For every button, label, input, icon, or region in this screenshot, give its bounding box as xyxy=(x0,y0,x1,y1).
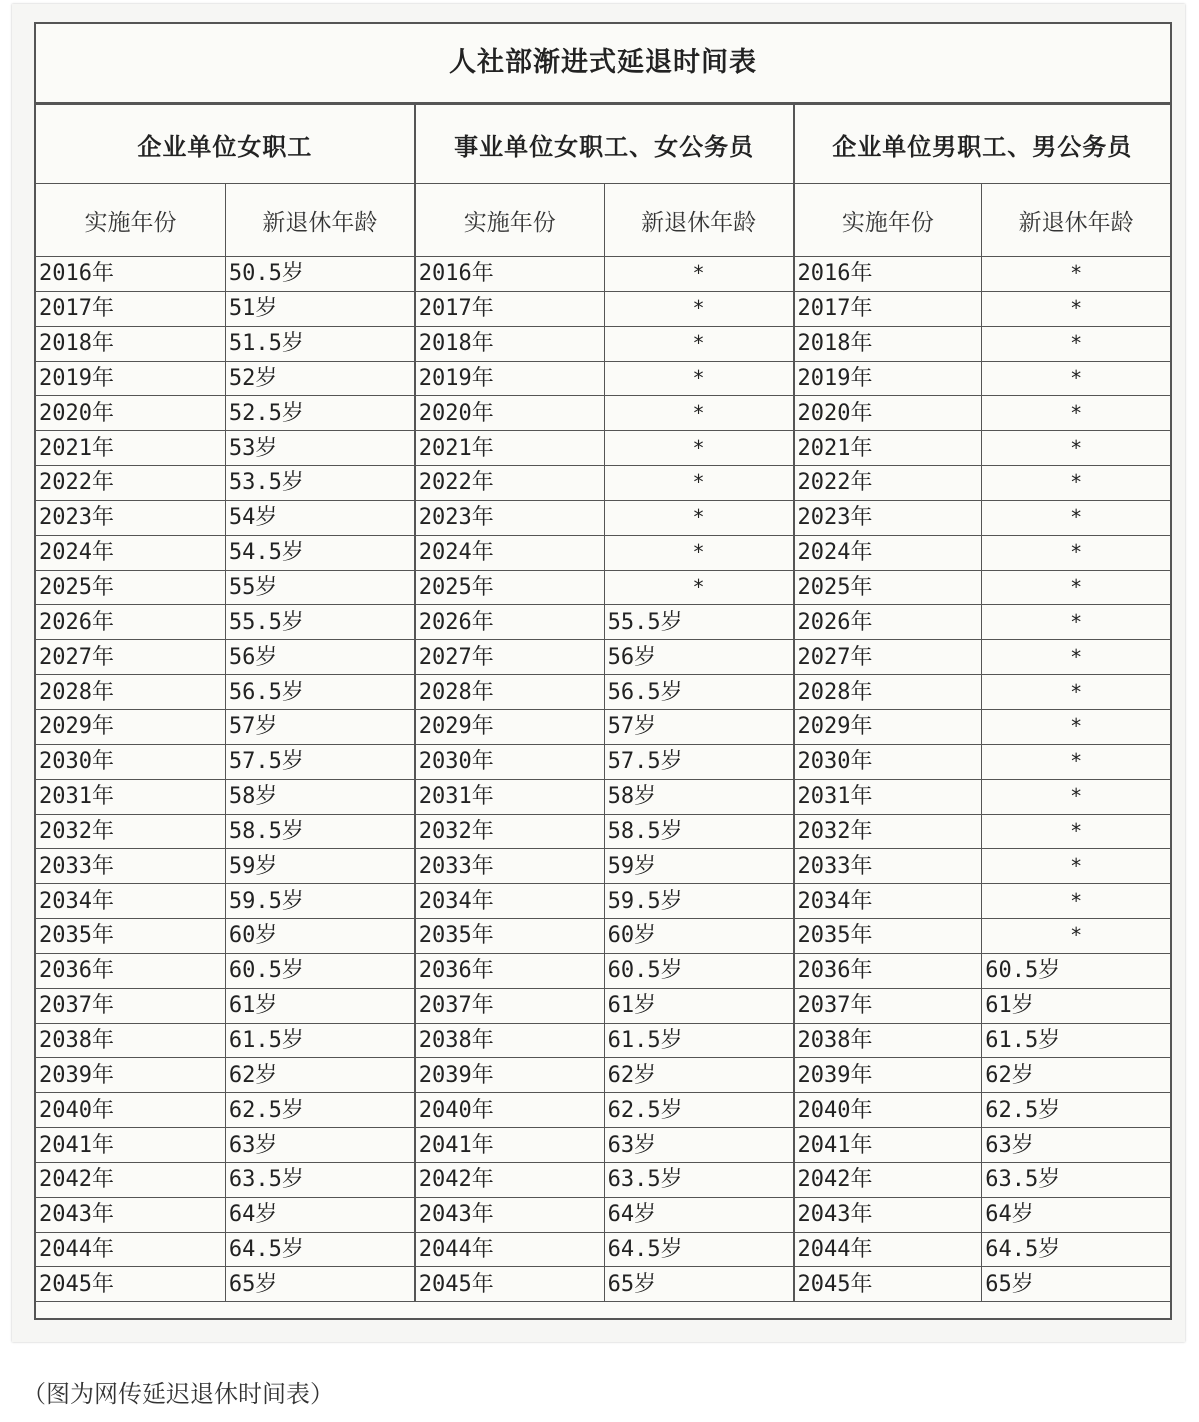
year-cell: 2039年 xyxy=(36,1058,225,1093)
table-row xyxy=(36,953,1170,988)
year-cell: 2024年 xyxy=(415,535,604,570)
age-cell: 56.5岁 xyxy=(604,675,793,710)
year-cell: 2022年 xyxy=(415,466,604,501)
age-cell: 55.5岁 xyxy=(604,605,793,640)
year-cell: 2043年 xyxy=(794,1197,982,1232)
image-caption: （图为网传延迟退休时间表） xyxy=(22,1380,334,1408)
age-cell: * xyxy=(604,257,793,292)
year-cell: 2027年 xyxy=(36,640,225,675)
year-cell: 2023年 xyxy=(794,500,982,535)
table-image xyxy=(12,4,1185,1342)
group-header-male: 企业单位男职工、男公务员 xyxy=(794,105,1171,184)
age-cell: 57.5岁 xyxy=(604,744,793,779)
age-cell: 58岁 xyxy=(225,779,414,814)
age-cell: * xyxy=(982,814,1170,849)
year-cell: 2042年 xyxy=(36,1162,225,1197)
year-cell: 2017年 xyxy=(415,291,604,326)
table-body xyxy=(36,257,1170,1302)
table-row xyxy=(36,291,1170,326)
age-cell: * xyxy=(982,535,1170,570)
age-cell: * xyxy=(604,361,793,396)
year-cell: 2029年 xyxy=(36,709,225,744)
sub-header-row xyxy=(36,184,1170,257)
age-cell: 64岁 xyxy=(225,1197,414,1232)
year-cell: 2045年 xyxy=(794,1267,982,1302)
age-cell: 62.5岁 xyxy=(982,1093,1170,1128)
age-cell: 58.5岁 xyxy=(604,814,793,849)
year-cell: 2031年 xyxy=(415,779,604,814)
age-cell: 60岁 xyxy=(604,919,793,954)
sub-header-year: 实施年份 xyxy=(794,184,982,257)
year-cell: 2028年 xyxy=(794,675,982,710)
year-cell: 2040年 xyxy=(415,1093,604,1128)
table-row xyxy=(36,640,1170,675)
age-cell: * xyxy=(982,779,1170,814)
table-row xyxy=(36,709,1170,744)
age-cell: * xyxy=(982,466,1170,501)
age-cell: 52.5岁 xyxy=(225,396,414,431)
year-cell: 2034年 xyxy=(36,884,225,919)
year-cell: 2043年 xyxy=(36,1197,225,1232)
table-row xyxy=(36,849,1170,884)
year-cell: 2019年 xyxy=(415,361,604,396)
year-cell: 2016年 xyxy=(415,257,604,292)
age-cell: * xyxy=(982,675,1170,710)
age-cell: * xyxy=(982,500,1170,535)
year-cell: 2032年 xyxy=(36,814,225,849)
table-row xyxy=(36,675,1170,710)
age-cell: * xyxy=(982,257,1170,292)
table-row xyxy=(36,1232,1170,1267)
age-cell: 63.5岁 xyxy=(225,1162,414,1197)
age-cell: 50.5岁 xyxy=(225,257,414,292)
year-cell: 2028年 xyxy=(415,675,604,710)
age-cell: * xyxy=(604,570,793,605)
table-row xyxy=(36,744,1170,779)
year-cell: 2023年 xyxy=(415,500,604,535)
year-cell: 2042年 xyxy=(794,1162,982,1197)
year-cell: 2030年 xyxy=(415,744,604,779)
table-row xyxy=(36,814,1170,849)
age-cell: 64岁 xyxy=(982,1197,1170,1232)
year-cell: 2024年 xyxy=(36,535,225,570)
age-cell: 58岁 xyxy=(604,779,793,814)
year-cell: 2021年 xyxy=(415,431,604,466)
age-cell: 63.5岁 xyxy=(982,1162,1170,1197)
year-cell: 2020年 xyxy=(36,396,225,431)
table-row xyxy=(36,361,1170,396)
year-cell: 2040年 xyxy=(794,1093,982,1128)
age-cell: 54.5岁 xyxy=(225,535,414,570)
year-cell: 2044年 xyxy=(415,1232,604,1267)
year-cell: 2032年 xyxy=(415,814,604,849)
age-cell: 65岁 xyxy=(225,1267,414,1302)
year-cell: 2027年 xyxy=(794,640,982,675)
table-row xyxy=(36,570,1170,605)
year-cell: 2031年 xyxy=(794,779,982,814)
age-cell: 64岁 xyxy=(604,1197,793,1232)
year-cell: 2018年 xyxy=(794,326,982,361)
sub-header-age: 新退休年龄 xyxy=(225,184,414,257)
age-cell: 57岁 xyxy=(225,709,414,744)
age-cell: 64.5岁 xyxy=(225,1232,414,1267)
age-cell: * xyxy=(982,570,1170,605)
year-cell: 2038年 xyxy=(415,1023,604,1058)
age-cell: 60.5岁 xyxy=(225,953,414,988)
age-cell: * xyxy=(982,709,1170,744)
age-cell: 65岁 xyxy=(982,1267,1170,1302)
age-cell: 64.5岁 xyxy=(982,1232,1170,1267)
year-cell: 2040年 xyxy=(36,1093,225,1128)
year-cell: 2028年 xyxy=(36,675,225,710)
year-cell: 2043年 xyxy=(415,1197,604,1232)
year-cell: 2035年 xyxy=(415,919,604,954)
year-cell: 2026年 xyxy=(36,605,225,640)
age-cell: * xyxy=(982,884,1170,919)
age-cell: 62岁 xyxy=(225,1058,414,1093)
age-cell: 62岁 xyxy=(982,1058,1170,1093)
age-cell: 58.5岁 xyxy=(225,814,414,849)
age-cell: * xyxy=(982,326,1170,361)
table-title: 人社部渐进式延退时间表 xyxy=(36,24,1170,104)
age-cell: 61.5岁 xyxy=(225,1023,414,1058)
year-cell: 2020年 xyxy=(794,396,982,431)
table-row xyxy=(36,884,1170,919)
year-cell: 2030年 xyxy=(36,744,225,779)
year-cell: 2035年 xyxy=(794,919,982,954)
age-cell: 53岁 xyxy=(225,431,414,466)
table-row xyxy=(36,466,1170,501)
table-row xyxy=(36,1058,1170,1093)
age-cell: 57.5岁 xyxy=(225,744,414,779)
age-cell: 63岁 xyxy=(225,1128,414,1163)
year-cell: 2025年 xyxy=(415,570,604,605)
age-cell: 55.5岁 xyxy=(225,605,414,640)
year-cell: 2041年 xyxy=(794,1128,982,1163)
year-cell: 2035年 xyxy=(36,919,225,954)
age-cell: 59.5岁 xyxy=(225,884,414,919)
year-cell: 2017年 xyxy=(794,291,982,326)
year-cell: 2029年 xyxy=(794,709,982,744)
year-cell: 2038年 xyxy=(794,1023,982,1058)
age-cell: * xyxy=(982,361,1170,396)
year-cell: 2038年 xyxy=(36,1023,225,1058)
year-cell: 2036年 xyxy=(415,953,604,988)
year-cell: 2029年 xyxy=(415,709,604,744)
group-header-row xyxy=(36,105,1170,184)
year-cell: 2020年 xyxy=(415,396,604,431)
table-row xyxy=(36,1162,1170,1197)
year-cell: 2031年 xyxy=(36,779,225,814)
age-cell: * xyxy=(982,291,1170,326)
age-cell: 59岁 xyxy=(604,849,793,884)
age-cell: * xyxy=(982,396,1170,431)
year-cell: 2044年 xyxy=(794,1232,982,1267)
year-cell: 2033年 xyxy=(415,849,604,884)
year-cell: 2021年 xyxy=(36,431,225,466)
age-cell: 53.5岁 xyxy=(225,466,414,501)
age-cell: 65岁 xyxy=(604,1267,793,1302)
year-cell: 2027年 xyxy=(415,640,604,675)
age-cell: * xyxy=(604,535,793,570)
year-cell: 2018年 xyxy=(36,326,225,361)
year-cell: 2019年 xyxy=(794,361,982,396)
age-cell: * xyxy=(982,744,1170,779)
age-cell: 60岁 xyxy=(225,919,414,954)
retirement-table xyxy=(34,22,1172,1320)
age-cell: 61岁 xyxy=(225,988,414,1023)
year-cell: 2042年 xyxy=(415,1162,604,1197)
year-cell: 2039年 xyxy=(415,1058,604,1093)
age-cell: * xyxy=(982,605,1170,640)
year-cell: 2019年 xyxy=(36,361,225,396)
sub-header-age: 新退休年龄 xyxy=(604,184,793,257)
year-cell: 2033年 xyxy=(36,849,225,884)
age-cell: 56岁 xyxy=(604,640,793,675)
age-cell: 57岁 xyxy=(604,709,793,744)
year-cell: 2018年 xyxy=(415,326,604,361)
retirement-schedule-table xyxy=(36,104,1170,1302)
age-cell: 54岁 xyxy=(225,500,414,535)
year-cell: 2045年 xyxy=(36,1267,225,1302)
age-cell: * xyxy=(604,466,793,501)
year-cell: 2036年 xyxy=(794,953,982,988)
table-row xyxy=(36,605,1170,640)
age-cell: 61.5岁 xyxy=(604,1023,793,1058)
age-cell: 63岁 xyxy=(982,1128,1170,1163)
table-row xyxy=(36,1197,1170,1232)
age-cell: 63.5岁 xyxy=(604,1162,793,1197)
table-row xyxy=(36,396,1170,431)
table-row xyxy=(36,500,1170,535)
year-cell: 2036年 xyxy=(36,953,225,988)
age-cell: 52岁 xyxy=(225,361,414,396)
year-cell: 2044年 xyxy=(36,1232,225,1267)
year-cell: 2037年 xyxy=(36,988,225,1023)
group-header-enterprise-female: 企业单位女职工 xyxy=(36,105,415,184)
age-cell: 62.5岁 xyxy=(225,1093,414,1128)
age-cell: 59.5岁 xyxy=(604,884,793,919)
age-cell: * xyxy=(604,396,793,431)
table-row xyxy=(36,1267,1170,1302)
age-cell: * xyxy=(604,500,793,535)
year-cell: 2045年 xyxy=(415,1267,604,1302)
year-cell: 2025年 xyxy=(36,570,225,605)
age-cell: 51.5岁 xyxy=(225,326,414,361)
age-cell: 63岁 xyxy=(604,1128,793,1163)
year-cell: 2016年 xyxy=(36,257,225,292)
year-cell: 2034年 xyxy=(794,884,982,919)
age-cell: * xyxy=(982,849,1170,884)
age-cell: 59岁 xyxy=(225,849,414,884)
year-cell: 2017年 xyxy=(36,291,225,326)
age-cell: 51岁 xyxy=(225,291,414,326)
table-row xyxy=(36,1093,1170,1128)
sub-header-year: 实施年份 xyxy=(415,184,604,257)
year-cell: 2024年 xyxy=(794,535,982,570)
age-cell: 62岁 xyxy=(604,1058,793,1093)
table-row xyxy=(36,779,1170,814)
table-row xyxy=(36,919,1170,954)
table-row xyxy=(36,988,1170,1023)
year-cell: 2026年 xyxy=(794,605,982,640)
year-cell: 2041年 xyxy=(415,1128,604,1163)
age-cell: 64.5岁 xyxy=(604,1232,793,1267)
year-cell: 2033年 xyxy=(794,849,982,884)
age-cell: * xyxy=(982,919,1170,954)
age-cell: 61岁 xyxy=(982,988,1170,1023)
year-cell: 2025年 xyxy=(794,570,982,605)
age-cell: 55岁 xyxy=(225,570,414,605)
table-row xyxy=(36,326,1170,361)
table-row xyxy=(36,431,1170,466)
age-cell: 60.5岁 xyxy=(982,953,1170,988)
table-row xyxy=(36,1128,1170,1163)
age-cell: 56岁 xyxy=(225,640,414,675)
age-cell: 61岁 xyxy=(604,988,793,1023)
age-cell: * xyxy=(604,291,793,326)
age-cell: * xyxy=(604,326,793,361)
year-cell: 2030年 xyxy=(794,744,982,779)
year-cell: 2021年 xyxy=(794,431,982,466)
age-cell: * xyxy=(982,431,1170,466)
age-cell: 56.5岁 xyxy=(225,675,414,710)
age-cell: * xyxy=(982,640,1170,675)
year-cell: 2023年 xyxy=(36,500,225,535)
age-cell: 61.5岁 xyxy=(982,1023,1170,1058)
year-cell: 2039年 xyxy=(794,1058,982,1093)
age-cell: 60.5岁 xyxy=(604,953,793,988)
year-cell: 2041年 xyxy=(36,1128,225,1163)
sub-header-year: 实施年份 xyxy=(36,184,225,257)
table-row xyxy=(36,1023,1170,1058)
table-row xyxy=(36,535,1170,570)
sub-header-age: 新退休年龄 xyxy=(982,184,1170,257)
table-row xyxy=(36,257,1170,292)
year-cell: 2016年 xyxy=(794,257,982,292)
group-header-institution-female: 事业单位女职工、女公务员 xyxy=(415,105,794,184)
year-cell: 2026年 xyxy=(415,605,604,640)
year-cell: 2032年 xyxy=(794,814,982,849)
year-cell: 2037年 xyxy=(415,988,604,1023)
year-cell: 2037年 xyxy=(794,988,982,1023)
age-cell: * xyxy=(604,431,793,466)
age-cell: 62.5岁 xyxy=(604,1093,793,1128)
year-cell: 2034年 xyxy=(415,884,604,919)
year-cell: 2022年 xyxy=(794,466,982,501)
year-cell: 2022年 xyxy=(36,466,225,501)
